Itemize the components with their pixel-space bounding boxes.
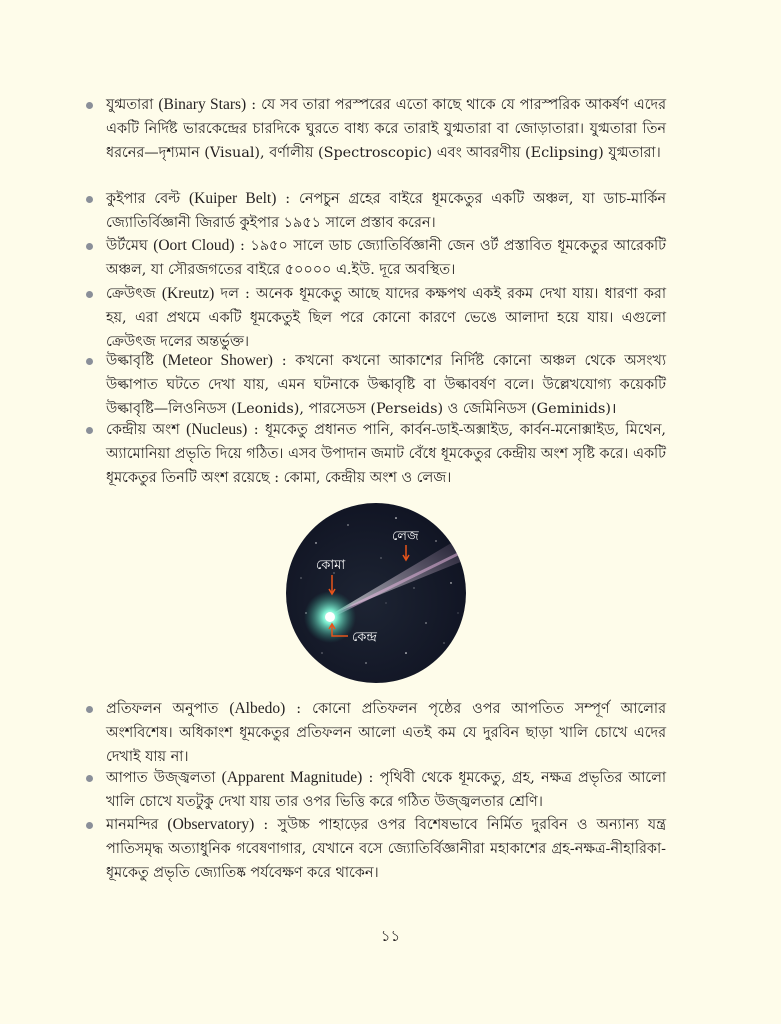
bullet-icon xyxy=(86,196,93,203)
term: মানমন্দির xyxy=(106,817,159,833)
english-term: (Kreutz) xyxy=(161,285,215,302)
glossary-entry-albedo xyxy=(106,697,666,770)
term: কুইপার বেল্ট xyxy=(106,191,181,207)
definition: : নেপচুন গ্রহের বাইরে ধূমকেতুর একটি অঞ্চল, যা ডাচ-মার্কিন জ্যোতির্বিজ্ঞানী জিরার্ড কুইপার ১৯৫১ সালে প্রস্তাব করেন। xyxy=(106,191,666,231)
term: প্রতিফলন অনুপাত xyxy=(106,701,219,717)
term: যুগ্মতারা xyxy=(106,97,154,113)
glossary-entry-meteor-shower xyxy=(106,349,666,422)
bullet-icon xyxy=(86,775,93,782)
english-term: (Apparent Magnitude) xyxy=(221,769,363,786)
definition: : কোনো প্রতিফলন পৃষ্ঠের ওপর আপতিত সম্পূর্ণ আলোর অংশবিশেষ। অধিকাংশ ধূমকেতুর প্রতিফলন আলো এতই কম যে দুরবিন ছাড়া খালি চোখে এদের দেখাই যায় না। xyxy=(106,701,666,765)
definition: : ধূমকেতু প্রধানত পানি, কার্বন-ডাই-অক্সাইড, কার্বন-মনোক্সাইড, মিথেন, অ্যামোনিয়া প্রভৃতি দিয়ে গঠিত। এসব উপাদান জমাট বেঁধে ধূমকেতুর কেন্দ্রীয় অংশ সৃষ্টি করে। একটি ধূমকেতুর তিনটি অংশ রয়েছে : কোমা, কেন্দ্রীয় অংশ ও লেজ। xyxy=(106,422,666,486)
glossary-entry-oort-cloud xyxy=(106,234,666,283)
comet-diagram xyxy=(286,503,466,683)
definition: দল : অনেক ধূমকেতু আছে যাদের কক্ষপথ একই রকম দেখা যায়। ধারণা করা হয়, এরা প্রথমে একটি ধূমকেতুই ছিল পরে কোনো কারণে ভেঙে আলাদা হয়ে যায়। এগুলো ক্রেউৎজ দলের অন্তর্ভুক্ত। xyxy=(106,286,666,350)
bullet-icon xyxy=(86,358,93,365)
glossary-entry-nucleus xyxy=(106,418,666,491)
label-coma: কোমা xyxy=(316,558,346,573)
term: ক্রেউৎজ xyxy=(106,286,156,302)
definition: : কখনো কখনো আকাশের নির্দিষ্ট কোনো অঞ্চল থেকে অসংখ্য উল্কাপাত ঘটতে দেখা যায়, এমন ঘটনাকে উল্কাবৃষ্টি বা উল্কাবর্ষণ বলে। উল্লেখযোগ্য কয়েকটি উল্কাবৃষ্টি—লিওনিডস (Leonids), পারসেডস (Perseids) ও জেমিনিডস (Geminids)। xyxy=(106,353,667,417)
english-term: (Binary Stars) xyxy=(158,96,247,113)
english-term: (Kuiper Belt) xyxy=(189,190,277,207)
glossary-entry-binary-stars xyxy=(106,93,666,166)
english-term: (Nucleus) xyxy=(186,421,248,438)
glossary-entry-apparent-magnitude xyxy=(106,766,666,815)
term: কেন্দ্রীয় অংশ xyxy=(106,422,180,438)
glossary-entry-kreutz xyxy=(106,282,666,355)
glossary-entry-observatory xyxy=(106,813,666,886)
term: উল্কাবৃষ্টি xyxy=(106,353,154,369)
english-term: (Oort Cloud) xyxy=(153,237,235,254)
definition: : যে সব তারা পরস্পরের এতো কাছে থাকে যে পারস্পরিক আকর্ষণ এদের একটি নির্দিষ্ট ভারকেন্দ্রের চারদিকে ঘুরতে বাধ্য করে তারাই যুগ্মতারা বা জোড়াতারা। যুগ্মতারা তিন ধরনের—দৃশ্যমান (Visual), বর্ণালীয় (Spectroscopic) এবং আবরণীয় (Eclipsing) যুগ্মতারা। xyxy=(106,97,666,161)
bullet-icon xyxy=(86,243,93,250)
definition: : সুউচ্চ পাহাড়ের ওপর বিশেষভাবে নির্মিত দুরবিন ও অন্যান্য যন্ত্র পাতিসমৃদ্ধ অত্যাধুনিক গবেষণাগার, যেখানে বসে জ্যোতির্বিজ্ঞানীরা মহাকাশের গ্রহ-নক্ষত্র-নীহারিকা-ধূমকেতু প্রভৃতি জ্যোতিষ্ক পর্যবেক্ষণ করে থাকেন। xyxy=(106,817,666,881)
definition: : ১৯৫০ সালে ডাচ জ্যোতির্বিজ্ঞানী জেন ওর্ট প্রস্তাবিত ধূমকেতুর আরেকটি অঞ্চল, যা সৌরজগতের বাইরে ৫০০০০ এ.ইউ. দূরে অবস্থিত। xyxy=(106,238,666,278)
english-term: (Meteor Shower) xyxy=(162,352,273,369)
english-term: (Albedo) xyxy=(229,700,286,717)
label-tail: লেজ xyxy=(392,529,419,544)
term: আপাত উজ্জ্বলতা xyxy=(106,770,216,786)
bullet-icon xyxy=(86,706,93,713)
page-number: ১১ xyxy=(380,927,401,945)
definition: : পৃথিবী থেকে ধূমকেতু, গ্রহ, নক্ষত্র প্রভৃতির আলো খালি চোখে যতটুকু দেখা যায় তার ওপর ভিত্তি করে গঠিত উজ্জ্বলতার শ্রেণি। xyxy=(106,770,666,810)
comet-nucleus xyxy=(325,612,335,622)
comet-figure xyxy=(286,503,466,683)
glossary-entry-kuiper-belt xyxy=(106,187,666,236)
english-term: (Observatory) xyxy=(167,816,255,833)
bullet-icon xyxy=(86,822,93,829)
label-nucleus: কেন্দ্র xyxy=(352,630,377,645)
bullet-icon xyxy=(86,102,93,109)
bullet-icon xyxy=(86,291,93,298)
bullet-icon xyxy=(86,427,93,434)
term: উর্টমেঘ xyxy=(106,238,148,254)
